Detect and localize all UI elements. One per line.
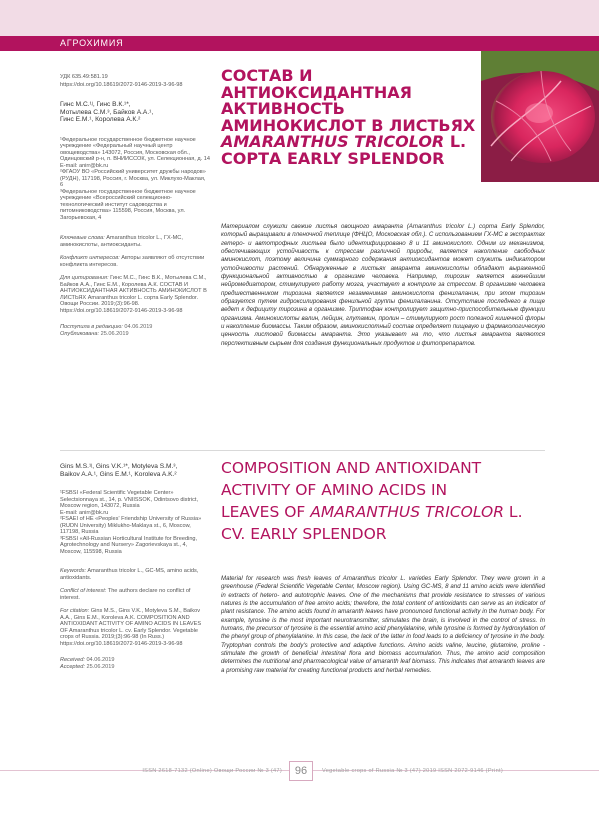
article-title-ru: [221, 68, 481, 167]
conflict-ru-text: Авторы заявляют об отсутствии конфликта интересов.: [60, 255, 205, 268]
authors-en-line2: Baikov A.A.¹, Gins E.M.¹, Koroleva A.K.²: [60, 470, 177, 478]
sidebar-en: [60, 463, 210, 670]
authors-ru-line2: Мотылева С.М.³, Байков А.А.¹,: [60, 108, 154, 116]
title-ru-l: L.: [444, 132, 467, 151]
received-en-label: Received:: [60, 657, 85, 664]
published-ru-date: 25.06.2019: [100, 330, 129, 337]
title-en-line3: [221, 501, 591, 523]
keywords-ru-label: Ключевые слова:: [60, 235, 105, 242]
citation-ru-label: Для цитирования:: [60, 275, 109, 282]
conflict-en-label: Conflict of interest:: [60, 588, 107, 595]
received-ru-date: 04.06.2019: [124, 324, 153, 331]
authors-ru: [60, 101, 210, 124]
title-ru-line3: АКТИВНОСТЬ: [221, 99, 345, 118]
received-en-date: 04.06.2019: [86, 657, 115, 664]
keywords-en-label: Keywords:: [60, 568, 87, 575]
keywords-ru-text: Amaranthus tricolor L., ГХ-МС, аминокислоты, антиоксиданты.: [60, 235, 183, 248]
title-en-line4: CV. EARLY SPLENDOR: [221, 525, 387, 543]
conflict-en: [60, 588, 210, 601]
title-ru-line2: АНТИОКСИДАНТНАЯ: [221, 82, 412, 102]
abstract-ru: Материалом служили свежие листья овощного амаранта (Amaranthus tricolor L.) сорта Early Splendor, который выращивали в пленочной теплице (ФНЦО, Московская обл.). С использованием ГХ-МС в экстрактах гетеро- и автотрофных листьев было идентифицировано 8 и 11 аминокислот. Одним из механизмов, обеспечивающих устойчивость к стрессам различной природы, является накопление свободных аминокислот, поэтому величина суммарного содержания антиоксидантов может служить индикатором устойчивости растений. Обнаруженные в листьях амаранта аминокислоты обладают выраженной функциональной активностью в организме человека. Например, тирозин является важнейшим нейромедиатором, стимулирует работу мозга, участвует в контроле за стрессом. В организме человека предшественником тирозина является незаменимая аминокислота фенилаланин, при этом тирозин образуется путем гидроксилирования фенильной группы фенилаланина. Отсутствие последнего в пище ведет к дефициту тирозина в организме. Триптофан контролирует защитно-приспособительные функции организма. Аминокислоты валин, лейцин, глутамин, пролин – стимулируют рост полезной кишечной флоры и накопление биомассы. Таким образом, аминокислотный состав определяет пищевую и фармакологическую ценность листовой биомассы амаранта. Это указывает на то, что листья амаранта являются перспективным сырьем для создания функциональных продуктов и фитопрепаратов.: [221, 223, 545, 347]
title-ru-line6: СОРТА EARLY SPLENDOR: [221, 148, 445, 168]
published-ru-label: Опубликована:: [60, 330, 100, 337]
title-ru-species: AMARANTHUS TRICOLOR: [221, 132, 445, 151]
dates-ru: [60, 324, 210, 337]
received-ru-label: Поступила в редакцию:: [60, 324, 123, 331]
accepted-en-date: 25.06.2019: [86, 663, 115, 670]
title-en-species: AMARANTHUS TRICOLOR: [310, 503, 504, 521]
citation-ru-text: Гинс М.С., Гинс В.К., Мотылева С.М., Байков А.А., Гинс Е.М., Королева А.К. СОСТАВ И АНТИОКСИДАНТНАЯ АКТИВНОСТЬ АМИНОКИСЛОТ В ЛИСТЬЯХ Amaranthus tricolor L. сорта Early Splendor. Овощи России. 2019;(3):96-98. https://doi.org/10.18619/2072-9146-2019-3-96-98: [60, 275, 207, 314]
section-divider: [60, 450, 545, 451]
citation-en-text: Gins M.S., Gins V.K., Motyleva S.M., Baikov A.A., Gins E.M., Koroleva A.K. COMPOSITION AND ANTIOXIDANT ACTIVITY OF AMINO ACIDS IN LEAVES OF Amaranthus tricolor L. cv. Early Splendor. Vegetable crops of Russia. 2019;(3):96-98 (In Russ.) https://doi.org/10.18619/2072-9146-2019-3-96-98: [60, 608, 202, 647]
title-en-leaves-of: LEAVES OF: [221, 503, 311, 521]
footer-right: Vegetable crops of Russia № 3 (47) 2019 ISSN 2072-9146 (Print): [322, 768, 504, 774]
authors-ru-line1: Гинс М.С.¹ʲ, Гинс В.К.¹*,: [60, 101, 131, 108]
section-label: АГРОХИМИЯ: [60, 38, 124, 48]
affiliation-ru-2: ²ФГАОУ ВО «Российский университет дружбы народов» (РУДН), 117198, Россия, г. Москва, ул. Миклухо-Маклая, 6: [60, 169, 206, 189]
citation-ru: [60, 275, 210, 314]
footer-left: ISSN 2618-7132 (Online) Овощи России № 3 (47): [142, 768, 282, 774]
amaranth-leaf-photo: [481, 51, 599, 182]
title-ru-line4: АМИНОКИСЛОТ В ЛИСТЬЯХ: [221, 115, 476, 135]
title-en-l: L.: [504, 503, 523, 521]
udc: УДК 635.49:581.19: [60, 74, 108, 80]
affiliation-en-2: ²FSAEI of HE «Peoples' Friendship University of Russia» (RUDN University) Miklukho-Maklaya st., 6, Moscow, 117198, Russia: [60, 516, 202, 536]
article-title-en: [221, 457, 591, 545]
sidebar-ru: [60, 74, 210, 337]
authors-en: [60, 463, 210, 478]
keywords-en: [60, 568, 210, 581]
email-en: E-mail: anirr@bk.ru: [60, 509, 109, 516]
email-ru: E-mail: anirr@bk.ru: [60, 162, 109, 169]
conflict-ru-label: Конфликт интересов:: [60, 255, 120, 262]
abstract-en: Material for research was fresh leaves of Amaranthus tricolor L. varieties Early Splendor. They were grown in a greenhouse (Federal Scientific Vegetable Center, Moscow region). Using GC-MS, 8 and 11 amino acids were identified in extracts of hetero- and autotrophic leaves. One of the mechanisms that provide resistance to stresses of various natures is the accumulation of free amino acids; therefore, the total content of antioxidants can serve as an indicator of plant resistance. The amino acids found in amaranth leaves have pronounced functional activity in the human body. For example, tyrosine is the most important neurotransmitter, stimulates the brain, is involved in the control of stress. In humans, the precursor of tyrosine is the essential amino acid phenylalanine, while tyrosine is formed by hydroxylation of the phenyl group of phenylalanine. In this case, the lack of the latter in food leads to a deficiency of tyrosine in the body. Tryptophan controls the body's protective and adaptive functions. Amino acids valine, leucine, glutamine, proline - stimulate the growth of beneficial intestinal flora and biomass accumulation. Thus, the amino acid composition determines the nutritional and pharmacological value of amaranth leaf biomass. This indicates that amaranth leaves are a promising raw material for creating functional products and herbal remedies.: [221, 575, 545, 674]
citation-en-label: For citation:: [60, 608, 90, 615]
page-number: 96: [289, 761, 313, 781]
affiliation-ru-3: ³Федеральное государственное бюджетное научное учреждение «Всероссийский селекционно-технологический институт садоводства и питомниководства» 115598, Россия, Москва, ул. Загорьевская, 4: [60, 188, 196, 221]
doi-ru: https://doi.org/10.18619/2072-9146-2019-3-96-98: [60, 81, 183, 88]
title-en-line1: COMPOSITION AND ANTIOXIDANT: [221, 459, 482, 477]
affiliation-en-3: ³FSBSI «All-Russian Horticultural Institute for Breeding, Agrotechnology and Nursery» Zagorievskaya st., 4, Moscow, 115598, Russia: [60, 535, 198, 555]
accepted-en-label: Accepted:: [60, 663, 85, 670]
keywords-en-text: Amaranthus tricolor L., GC-MS, amino acids, antioxidants.: [60, 568, 199, 581]
header-pink-bar: [0, 0, 599, 36]
title-ru-line1: СОСТАВ И: [221, 66, 313, 85]
dates-en: [60, 657, 210, 670]
citation-en: [60, 608, 210, 647]
conflict-ru: [60, 255, 210, 268]
authors-en-line1: Gins M.S.¹ʲ, Gins V.K.¹*, Motyleva S.M.³,: [60, 463, 178, 470]
affiliation-ru: ¹Федеральное государственное бюджетное научное учреждение «Федеральный научный центр овощеводства» 143072, Россия, Московская обл., Одинцовский р-н, п. ВНИИССОК, ул. Селекционная, д. 14: [60, 136, 211, 163]
authors-ru-line3: Гинс Е.М.¹, Королева А.К.²: [60, 116, 141, 124]
keywords-ru: [60, 235, 210, 248]
affiliation-en: ¹FSBSI «Federal Scientific Vegetable Center» Selectsionnaya st., 14, p. VNIISSOK, Odintsovo district, Moscow region, 143072, Russia: [60, 490, 199, 510]
title-en-line2: ACTIVITY OF AMINO ACIDS IN: [221, 481, 448, 499]
conflict-en-text: The authors declare no conflict of interest.: [60, 588, 191, 601]
